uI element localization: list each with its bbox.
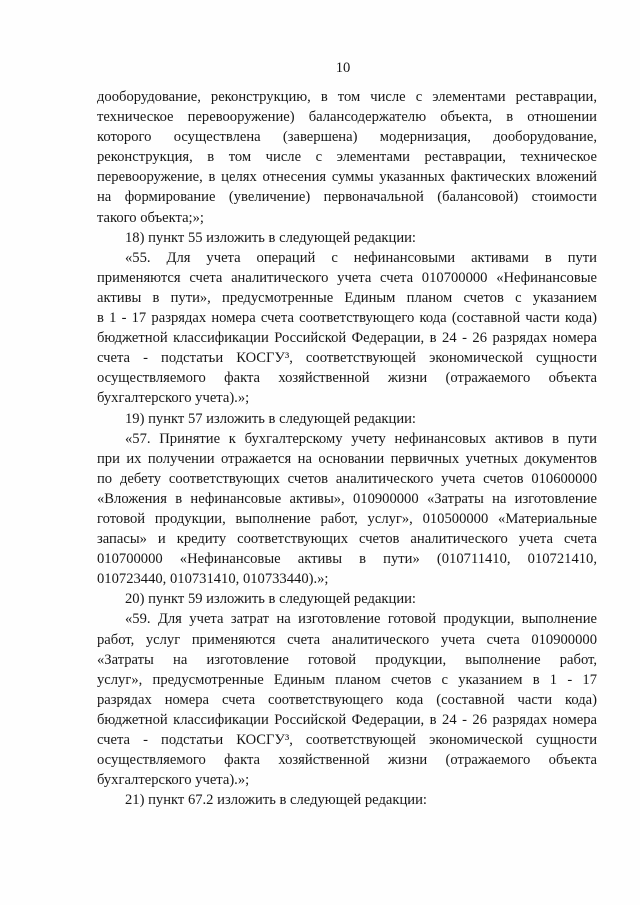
text-line: 010700000 «Нефинансовые активы в пути» (010711410, 010721410,: [97, 551, 597, 568]
text-line: готовой продукции, выполнение работ, услуг», 010500000 «Материальные: [97, 510, 597, 527]
paragraph-continuation: [97, 87, 597, 228]
text-line: услуг», предусмотренные Единым планом счетов с указанием в 1 - 17: [97, 671, 597, 688]
document-body: [97, 87, 597, 810]
page-number: 10: [335, 60, 351, 76]
text-line: бюджетной классификации Российской Федерации, в 24 - 26 разрядах номера: [97, 330, 597, 347]
text-line: 21) пункт 67.2 изложить в следующей редакции:: [125, 792, 427, 809]
text-line: техническое перевооружение) балансодержателю объекта, в отношении: [97, 109, 597, 126]
text-line: дооборудование, реконструкцию, в том числе с элементами реставрации,: [97, 89, 597, 105]
text-line: разрядах номера счета соответствующего кода (составной части кода): [97, 691, 597, 708]
text-line: бухгалтерского учета).»;: [97, 390, 250, 407]
text-line: 010723440, 010731410, 010733440).»;: [97, 571, 329, 588]
text-line: перевооружение, в целях отнесения суммы указанных фактических вложений: [97, 169, 597, 186]
text-line: такого объекта;»;: [97, 209, 204, 226]
text-line: на формирование (увеличение) первоначальной (балансовой) стоимости: [97, 189, 597, 206]
text-line: «Затраты на изготовление готовой продукции, выполнение работ,: [97, 651, 597, 668]
clause-55-text: [97, 248, 597, 409]
clause-57-text: [97, 429, 597, 590]
text-line: осуществляемого факта хозяйственной жизни (отражаемого объекта: [97, 752, 597, 769]
text-line: в 1 - 17 разрядах номера счета соответствующего кода (составной части кода): [97, 310, 597, 327]
text-line: 19) пункт 57 изложить в следующей редакции:: [125, 410, 416, 427]
text-line: запасы» и кредиту соответствующих счетов аналитического учета счета: [97, 531, 597, 548]
text-line: «Вложения в нефинансовые активы», 010900000 «Затраты на изготовление: [97, 490, 597, 507]
text-line: применяются счета аналитического учета счета 010700000 «Нефинансовые: [97, 269, 597, 286]
amendment-item-20: [97, 589, 597, 609]
text-line: счета - подстатьи КОСГУ³, соответствующей экономической сущности: [97, 732, 597, 748]
amendment-item-21: [97, 790, 597, 810]
clause-59-text: [97, 609, 597, 790]
text-line: «57. Принятие к бухгалтерскому учету нефинансовых активов в пути: [125, 430, 597, 447]
text-line: «55. Для учета операций с нефинансовыми активами в пути: [125, 249, 597, 266]
text-line: при их получении отражается на основании первичных учетных документов: [97, 450, 597, 467]
text-line: «59. Для учета затрат на изготовление готовой продукции, выполнение: [125, 611, 597, 628]
text-line: бюджетной классификации Российской Федерации, в 24 - 26 разрядах номера: [97, 711, 597, 728]
text-line: реконструкция, в том числе с элементами реставрации, техническое: [97, 149, 597, 166]
text-line: счета - подстатьи КОСГУ³, соответствующей экономической сущности: [97, 350, 597, 367]
text-line: активы в пути», предусмотренные Единым планом счетов с указанием: [97, 289, 597, 306]
text-line: 18) пункт 55 изложить в следующей редакции:: [125, 229, 416, 246]
text-line: по дебету соответствующих счетов аналитического учета счетов 010600000: [97, 470, 597, 487]
text-line: бухгалтерского учета).»;: [97, 772, 250, 789]
text-line: 20) пункт 59 изложить в следующей редакции:: [125, 591, 416, 608]
amendment-item-18: [97, 228, 597, 248]
amendment-item-19: [97, 409, 597, 429]
text-line: работ, услуг применяются счета аналитического учета счета 010900000: [97, 631, 597, 648]
text-line: осуществляемого факта хозяйственной жизни (отражаемого объекта: [97, 370, 597, 387]
text-line: которого осуществлена (завершена) модернизация, дооборудование,: [97, 129, 597, 146]
